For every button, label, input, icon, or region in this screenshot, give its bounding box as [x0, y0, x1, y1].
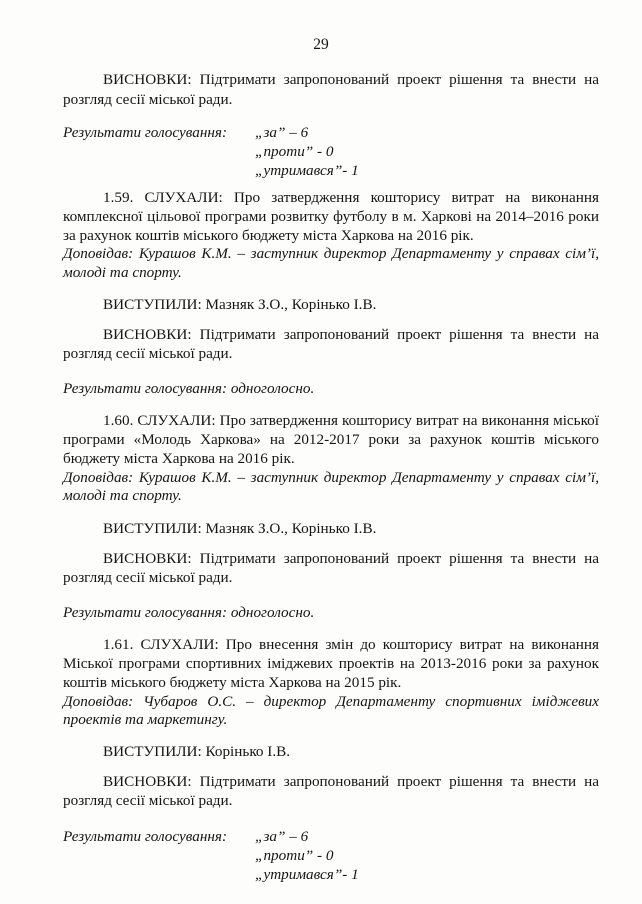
- item-161-vote-abstained: „утримався”- 1: [255, 866, 359, 883]
- item-161-vote-against: „проти” - 0: [255, 847, 334, 864]
- item-159-speaker-line-1: Доповідав: Курашов К.М. – заступник директор Департаменту у справах сім’ї,: [63, 245, 599, 262]
- item-161-heard-line-1: 1.61. СЛУХАЛИ: Про внесення змін до кошторису витрат на виконання: [103, 636, 599, 653]
- item-160-speaker-line-2: молоді та спорту.: [63, 487, 182, 504]
- item-160-speaker-line-1: Доповідав: Курашов К.М. – заступник директор Департаменту у справах сім’ї,: [63, 469, 599, 486]
- item-160-heard-line-2: програми «Молодь Харкова» на 2012-2017 роки за рахунок коштів міського: [63, 431, 599, 448]
- item-159-speaker-line-2: молоді та спорту.: [63, 264, 182, 281]
- vote-abstained: „утримався”- 1: [255, 162, 359, 179]
- item-160-conclusion-line-2: розгляд сесії міської ради.: [63, 569, 233, 586]
- item-159-conclusion-line-1: ВИСНОВКИ: Підтримати запропонований проект рішення та внести на: [103, 326, 599, 343]
- item-161-vote-for: „за” – 6: [255, 828, 309, 845]
- item-159-conclusion-line-2: розгляд сесії міської ради.: [63, 345, 233, 362]
- item-159-heard-line-2: комплексної цільової програми розвитку футболу в м. Харкові на 2014–2016 роки: [63, 208, 599, 225]
- vote-for: „за” – 6: [255, 124, 309, 141]
- item-161-heard-line-3: коштів міського бюджету міста Харкова на 2015 рік.: [63, 674, 402, 691]
- voting-results-label: Результати голосування:: [63, 124, 228, 141]
- item-159-voting-results: Результати голосування: одноголосно.: [63, 380, 315, 397]
- item-161-heard-line-2: Міської програми спортивних іміджевих проектів на 2013-2016 роки за рахунок: [63, 655, 599, 672]
- item-160-heard-line-3: бюджету міста Харкова на 2016 рік.: [63, 450, 295, 467]
- item-161-voting-results-label: Результати голосування:: [63, 828, 228, 845]
- item-160-conclusion-line-1: ВИСНОВКИ: Підтримати запропонований проект рішення та внести на: [103, 550, 599, 567]
- conclusion-line-1: ВИСНОВКИ: Підтримати запропонований проект рішення та внести на: [103, 71, 599, 88]
- item-160-spoke: ВИСТУПИЛИ: Мазняк З.О., Корінько І.В.: [103, 520, 377, 537]
- vote-against: „проти” - 0: [255, 143, 334, 160]
- item-160-heard-line-1: 1.60. СЛУХАЛИ: Про затвердження кошторису витрат на виконання міської: [103, 412, 599, 429]
- item-161-speaker-line-2: проектів та маркетингу.: [63, 711, 228, 728]
- item-161-spoke: ВИСТУПИЛИ: Корінько І.В.: [103, 743, 291, 760]
- item-159-heard-line-3: за рахунок коштів міського бюджету міста Харкова на 2016 рік.: [63, 227, 474, 244]
- item-161-speaker-line-1: Доповідав: Чубаров О.С. – директор Департаменту спортивних іміджевих: [63, 693, 599, 710]
- page-number: 29: [313, 36, 329, 53]
- item-160-voting-results: Результати голосування: одноголосно.: [63, 604, 315, 621]
- item-159-spoke: ВИСТУПИЛИ: Мазняк З.О., Корінько І.В.: [103, 296, 377, 313]
- conclusion-line-2: розгляд сесії міської ради.: [63, 91, 233, 108]
- item-161-conclusion-line-2: розгляд сесії міської ради.: [63, 792, 233, 809]
- item-159-heard-line-1: 1.59. СЛУХАЛИ: Про затвердження кошторису витрат на виконання: [103, 189, 599, 206]
- item-161-conclusion-line-1: ВИСНОВКИ: Підтримати запропонований проект рішення та внести на: [103, 773, 599, 790]
